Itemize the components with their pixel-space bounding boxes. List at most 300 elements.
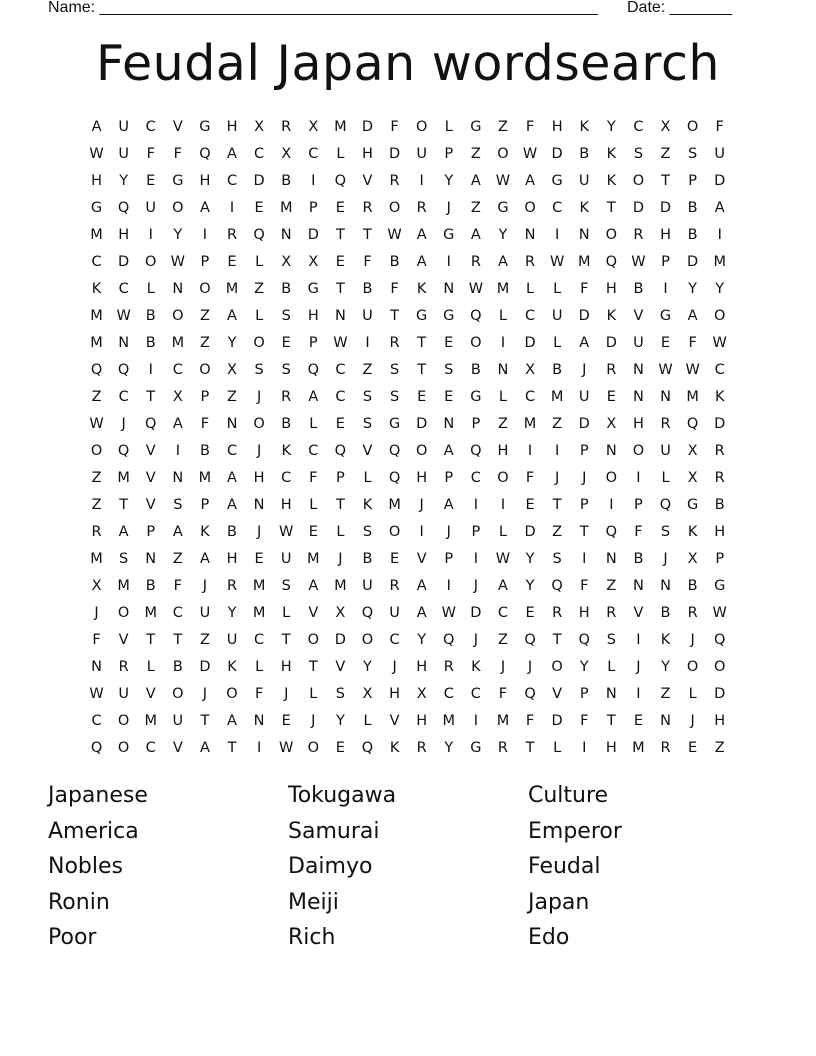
grid-letter[interactable]: C xyxy=(308,443,319,459)
grid-letter[interactable]: F xyxy=(173,578,182,594)
grid-letter[interactable]: F xyxy=(390,281,399,297)
grid-letter[interactable]: Q xyxy=(334,173,347,189)
grid-letter[interactable]: M xyxy=(713,254,726,270)
grid-letter[interactable]: J xyxy=(392,659,397,675)
grid-letter[interactable]: C xyxy=(443,686,454,702)
grid-letter[interactable]: Z xyxy=(91,497,102,513)
grid-letter[interactable]: L xyxy=(336,146,345,162)
grid-letter[interactable]: A xyxy=(443,443,454,459)
grid-letter[interactable]: R xyxy=(389,578,400,594)
grid-letter[interactable]: B xyxy=(633,281,644,297)
grid-letter[interactable]: H xyxy=(605,740,617,756)
grid-letter[interactable]: T xyxy=(119,497,129,513)
grid-letter[interactable]: L xyxy=(688,686,697,702)
grid-letter[interactable]: K xyxy=(606,308,617,324)
grid-letter[interactable]: I xyxy=(148,362,153,378)
grid-letter[interactable]: O xyxy=(632,443,645,459)
grid-letter[interactable]: P xyxy=(146,524,156,540)
grid-letter[interactable]: A xyxy=(470,227,481,243)
grid-letter[interactable]: H xyxy=(632,416,644,432)
grid-letter[interactable]: G xyxy=(497,200,509,216)
grid-letter[interactable]: M xyxy=(388,497,401,513)
grid-letter[interactable]: M xyxy=(252,578,266,594)
grid-letter[interactable]: W xyxy=(441,605,456,621)
grid-letter[interactable]: H xyxy=(118,227,130,243)
grid-letter[interactable]: O xyxy=(145,254,157,270)
grid-letter[interactable]: M xyxy=(632,740,645,756)
grid-letter[interactable]: X xyxy=(308,254,319,270)
grid-letter[interactable]: R xyxy=(633,227,644,243)
grid-letter[interactable]: T xyxy=(227,740,237,756)
grid-letter[interactable]: O xyxy=(307,632,319,648)
grid-letter[interactable]: Y xyxy=(363,659,372,675)
grid-letter[interactable]: T xyxy=(606,200,616,216)
grid-letter[interactable]: I xyxy=(446,578,451,594)
grid-letter[interactable]: Q xyxy=(470,308,482,324)
grid-letter[interactable]: P xyxy=(634,497,643,513)
grid-letter[interactable]: X xyxy=(91,578,102,594)
grid-letter[interactable]: J xyxy=(94,605,99,621)
grid-letter[interactable]: M xyxy=(144,713,157,729)
grid-letter[interactable]: C xyxy=(172,605,183,621)
grid-letter[interactable]: G xyxy=(172,173,184,189)
grid-letter[interactable]: U xyxy=(118,146,129,162)
grid-letter[interactable]: V xyxy=(362,173,373,189)
grid-letter[interactable]: X xyxy=(687,443,698,459)
grid-letter[interactable]: R xyxy=(389,173,400,189)
grid-letter[interactable]: F xyxy=(173,146,182,162)
grid-letter[interactable]: I xyxy=(256,740,262,756)
grid-letter[interactable]: C xyxy=(281,470,292,486)
grid-letter[interactable]: E xyxy=(335,416,345,432)
grid-letter[interactable]: K xyxy=(579,119,589,135)
grid-letter[interactable]: N xyxy=(253,497,265,513)
grid-letter[interactable]: K xyxy=(91,281,102,297)
grid-letter[interactable]: O xyxy=(117,605,130,621)
grid-letter[interactable]: M xyxy=(550,389,564,405)
grid-letter[interactable]: Z xyxy=(660,146,671,162)
grid-letter[interactable]: R xyxy=(470,254,481,270)
date-field[interactable]: Date: _______ xyxy=(627,0,732,16)
grid-letter[interactable]: I xyxy=(500,335,506,351)
grid-letter[interactable]: Q xyxy=(659,497,672,513)
grid-letter[interactable]: B xyxy=(172,659,183,675)
grid-letter[interactable]: J xyxy=(500,659,506,675)
grid-letter[interactable]: N xyxy=(172,470,184,486)
grid-letter[interactable]: M xyxy=(577,254,591,270)
grid-letter[interactable]: E xyxy=(444,389,454,405)
grid-letter[interactable]: M xyxy=(117,578,130,594)
grid-letter[interactable]: J xyxy=(473,578,478,594)
grid-letter[interactable]: X xyxy=(335,605,346,621)
grid-letter[interactable]: T xyxy=(552,632,562,648)
grid-letter[interactable]: T xyxy=(579,524,589,540)
grid-letter[interactable]: N xyxy=(605,686,617,702)
grid-letter[interactable]: Q xyxy=(524,632,536,648)
grid-letter[interactable]: E xyxy=(227,254,237,270)
grid-letter[interactable]: P xyxy=(661,254,670,270)
grid-letter[interactable]: Q xyxy=(145,416,157,432)
grid-letter[interactable]: F xyxy=(92,632,101,648)
grid-letter[interactable]: J xyxy=(338,551,343,567)
grid-letter[interactable]: S xyxy=(606,632,616,648)
grid-letter[interactable]: Q xyxy=(605,524,618,540)
grid-letter[interactable]: I xyxy=(229,200,235,216)
grid-letter[interactable]: C xyxy=(308,146,319,162)
grid-letter[interactable]: A xyxy=(227,713,237,729)
grid-letter[interactable]: J xyxy=(311,713,316,729)
grid-letter[interactable]: D xyxy=(632,200,644,216)
grid-letter[interactable]: M xyxy=(334,119,347,135)
grid-letter[interactable]: E xyxy=(444,335,454,351)
grid-letter[interactable]: D xyxy=(524,524,536,540)
grid-letter[interactable]: M xyxy=(90,335,103,351)
grid-letter[interactable]: I xyxy=(473,713,478,729)
grid-letter[interactable]: Z xyxy=(497,632,508,648)
grid-letter[interactable]: C xyxy=(335,362,346,378)
grid-letter[interactable]: M xyxy=(144,605,157,621)
grid-letter[interactable]: W xyxy=(170,254,185,270)
grid-letter[interactable]: G xyxy=(199,119,211,135)
grid-letter[interactable]: D xyxy=(361,119,374,135)
grid-letter[interactable]: W xyxy=(468,281,484,297)
grid-letter[interactable]: A xyxy=(497,254,508,270)
grid-letter[interactable]: M xyxy=(225,281,239,297)
grid-letter[interactable]: F xyxy=(525,713,535,729)
grid-letter[interactable]: C xyxy=(335,389,346,405)
grid-letter[interactable]: A xyxy=(470,173,481,189)
grid-letter[interactable]: K xyxy=(389,740,400,756)
grid-letter[interactable]: T xyxy=(363,227,372,243)
grid-letter[interactable]: J xyxy=(419,497,424,513)
grid-letter[interactable]: O xyxy=(90,443,103,459)
grid-letter[interactable]: T xyxy=(417,362,427,378)
grid-letter[interactable]: Z xyxy=(470,200,481,216)
grid-letter[interactable]: Z xyxy=(606,578,617,594)
grid-letter[interactable]: S xyxy=(173,497,183,513)
grid-letter[interactable]: G xyxy=(714,578,726,594)
grid-letter[interactable]: Q xyxy=(253,227,265,243)
grid-letter[interactable]: Q xyxy=(388,443,401,459)
grid-letter[interactable]: X xyxy=(687,551,698,567)
grid-letter[interactable]: Q xyxy=(388,470,401,486)
grid-letter[interactable]: L xyxy=(498,308,507,324)
grid-letter[interactable]: F xyxy=(309,470,318,486)
grid-letter[interactable]: R xyxy=(281,389,292,405)
grid-letter[interactable]: W xyxy=(116,308,131,324)
grid-letter[interactable]: H xyxy=(389,686,401,702)
grid-letter[interactable]: D xyxy=(605,335,617,351)
grid-letter[interactable]: E xyxy=(335,740,345,756)
grid-letter[interactable]: K xyxy=(579,200,589,216)
grid-letter[interactable]: J xyxy=(636,659,641,675)
grid-letter[interactable]: R xyxy=(525,254,536,270)
grid-letter[interactable]: T xyxy=(661,173,670,189)
grid-letter[interactable]: O xyxy=(172,200,184,216)
grid-letter[interactable]: Y xyxy=(444,740,454,756)
grid-letter[interactable]: S xyxy=(389,362,400,378)
grid-letter[interactable]: N xyxy=(226,416,238,432)
grid-letter[interactable]: J xyxy=(582,362,587,378)
grid-letter[interactable]: I xyxy=(500,497,506,513)
grid-letter[interactable]: C xyxy=(172,362,183,378)
grid-letter[interactable]: Q xyxy=(199,146,211,162)
grid-letter[interactable]: I xyxy=(175,443,180,459)
grid-letter[interactable]: B xyxy=(281,173,292,189)
grid-letter[interactable]: H xyxy=(605,281,617,297)
grid-letter[interactable]: M xyxy=(442,713,456,729)
grid-letter[interactable]: Z xyxy=(497,416,508,432)
grid-letter[interactable]: S xyxy=(281,362,291,378)
grid-letter[interactable]: Z xyxy=(91,470,102,486)
grid-letter[interactable]: M xyxy=(496,713,510,729)
grid-letter[interactable]: T xyxy=(335,497,345,513)
grid-letter[interactable]: E xyxy=(281,713,291,729)
grid-letter[interactable]: D xyxy=(388,146,401,162)
grid-letter[interactable]: I xyxy=(527,443,533,459)
grid-letter[interactable]: X xyxy=(281,146,292,162)
grid-letter[interactable]: O xyxy=(497,470,509,486)
grid-letter[interactable]: W xyxy=(549,254,565,270)
grid-letter[interactable]: F xyxy=(580,713,589,729)
grid-letter[interactable]: C xyxy=(633,119,644,135)
grid-letter[interactable]: U xyxy=(578,389,590,405)
grid-letter[interactable]: B xyxy=(362,281,373,297)
grid-letter[interactable]: B xyxy=(281,416,292,432)
grid-letter[interactable]: Z xyxy=(362,362,373,378)
grid-letter[interactable]: Y xyxy=(227,605,237,621)
grid-letter[interactable]: A xyxy=(714,200,725,216)
grid-letter[interactable]: R xyxy=(606,605,617,621)
grid-letter[interactable]: Y xyxy=(688,281,698,297)
grid-letter[interactable]: B xyxy=(227,524,237,540)
grid-letter[interactable]: D xyxy=(659,200,672,216)
grid-letter[interactable]: A xyxy=(199,551,210,567)
grid-letter[interactable]: J xyxy=(527,659,533,675)
grid-letter[interactable]: L xyxy=(363,470,372,486)
grid-letter[interactable]: N xyxy=(118,335,130,351)
grid-letter[interactable]: A xyxy=(172,524,183,540)
grid-letter[interactable]: O xyxy=(686,119,699,135)
grid-letter[interactable]: O xyxy=(470,335,482,351)
grid-letter[interactable]: D xyxy=(416,416,428,432)
grid-letter[interactable]: T xyxy=(525,740,535,756)
grid-letter[interactable]: F xyxy=(390,119,399,135)
grid-letter[interactable]: A xyxy=(443,497,454,513)
grid-letter[interactable]: O xyxy=(686,659,699,675)
grid-letter[interactable]: B xyxy=(199,443,210,459)
grid-letter[interactable]: E xyxy=(688,740,698,756)
grid-letter[interactable]: H xyxy=(226,551,238,567)
grid-letter[interactable]: G xyxy=(443,227,455,243)
grid-letter[interactable]: F xyxy=(525,470,535,486)
grid-letter[interactable]: B xyxy=(714,497,725,513)
grid-letter[interactable]: R xyxy=(443,659,454,675)
grid-letter[interactable]: F xyxy=(254,686,264,702)
grid-letter[interactable]: N xyxy=(524,227,536,243)
grid-letter[interactable]: A xyxy=(308,578,319,594)
grid-letter[interactable]: K xyxy=(606,173,617,189)
grid-letter[interactable]: L xyxy=(282,605,291,621)
grid-letter[interactable]: Q xyxy=(686,416,699,432)
grid-letter[interactable]: Z xyxy=(227,389,237,405)
grid-letter[interactable]: D xyxy=(199,659,211,675)
grid-letter[interactable]: E xyxy=(525,605,535,621)
grid-letter[interactable]: O xyxy=(172,308,184,324)
grid-letter[interactable]: L xyxy=(526,281,535,297)
grid-letter[interactable]: L xyxy=(607,659,616,675)
grid-letter[interactable]: A xyxy=(416,254,427,270)
grid-letter[interactable]: B xyxy=(687,227,698,243)
grid-letter[interactable]: T xyxy=(335,281,345,297)
grid-letter[interactable]: W xyxy=(333,335,348,351)
grid-letter[interactable]: V xyxy=(172,119,183,135)
grid-letter[interactable]: U xyxy=(199,605,211,621)
grid-letter[interactable]: A xyxy=(91,119,102,135)
grid-letter[interactable]: T xyxy=(417,335,427,351)
grid-letter[interactable]: J xyxy=(121,416,126,432)
grid-letter[interactable]: N xyxy=(145,551,157,567)
grid-letter[interactable]: I xyxy=(582,740,587,756)
grid-letter[interactable]: V xyxy=(552,686,563,702)
grid-letter[interactable]: H xyxy=(199,173,211,189)
grid-letter[interactable]: I xyxy=(446,254,451,270)
grid-letter[interactable]: Z xyxy=(470,146,481,162)
grid-letter[interactable]: Q xyxy=(713,632,726,648)
grid-letter[interactable]: N xyxy=(334,308,346,324)
grid-letter[interactable]: J xyxy=(663,551,668,567)
grid-letter[interactable]: E xyxy=(660,335,671,351)
grid-letter[interactable]: E xyxy=(254,200,264,216)
grid-letter[interactable]: O xyxy=(172,686,184,702)
grid-letter[interactable]: P xyxy=(471,524,481,540)
grid-letter[interactable]: Y xyxy=(335,713,345,729)
grid-letter[interactable]: E xyxy=(146,173,156,189)
grid-letter[interactable]: M xyxy=(90,227,103,243)
grid-letter[interactable]: C xyxy=(91,713,102,729)
grid-letter[interactable]: U xyxy=(226,632,238,648)
grid-letter[interactable]: M xyxy=(496,281,510,297)
grid-letter[interactable]: K xyxy=(471,659,481,675)
grid-letter[interactable]: V xyxy=(416,551,427,567)
grid-letter[interactable]: R xyxy=(416,740,427,756)
grid-letter[interactable]: B xyxy=(579,146,590,162)
grid-letter[interactable]: R xyxy=(416,200,427,216)
grid-letter[interactable]: S xyxy=(389,389,400,405)
grid-letter[interactable]: N xyxy=(660,713,671,729)
grid-letter[interactable]: J xyxy=(473,632,478,648)
grid-letter[interactable]: C xyxy=(118,389,129,405)
grid-letter[interactable]: J xyxy=(202,686,208,702)
grid-letter[interactable]: E xyxy=(335,200,345,216)
grid-letter[interactable]: P xyxy=(579,443,589,459)
grid-letter[interactable]: D xyxy=(470,605,482,621)
grid-letter[interactable]: O xyxy=(253,335,265,351)
grid-letter[interactable]: N xyxy=(91,659,102,675)
grid-letter[interactable]: N xyxy=(632,578,644,594)
grid-letter[interactable]: T xyxy=(552,497,562,513)
grid-letter[interactable]: S xyxy=(552,551,562,567)
grid-letter[interactable]: O xyxy=(713,308,726,324)
grid-letter[interactable]: G xyxy=(307,281,319,297)
grid-letter[interactable]: E xyxy=(308,524,318,540)
grid-letter[interactable]: Z xyxy=(552,416,563,432)
grid-letter[interactable]: H xyxy=(280,497,292,513)
grid-letter[interactable]: N xyxy=(253,713,265,729)
grid-letter[interactable]: V xyxy=(145,497,156,513)
grid-letter[interactable]: C xyxy=(524,308,536,324)
grid-letter[interactable]: S xyxy=(119,551,129,567)
grid-letter[interactable]: N xyxy=(172,281,184,297)
grid-letter[interactable]: B xyxy=(145,308,156,324)
grid-letter[interactable]: M xyxy=(334,578,347,594)
grid-letter[interactable]: R xyxy=(389,335,400,351)
grid-letter[interactable]: N xyxy=(632,389,644,405)
grid-letter[interactable]: W xyxy=(522,146,538,162)
grid-letter[interactable]: R xyxy=(226,227,238,243)
grid-letter[interactable]: F xyxy=(200,416,210,432)
grid-letter[interactable]: Q xyxy=(551,578,563,594)
grid-letter[interactable]: X xyxy=(308,119,319,135)
grid-letter[interactable]: P xyxy=(308,335,318,351)
grid-letter[interactable]: R xyxy=(552,605,563,621)
grid-letter[interactable]: P xyxy=(200,254,210,270)
grid-letter[interactable]: T xyxy=(390,308,399,324)
grid-letter[interactable]: D xyxy=(551,146,563,162)
grid-letter[interactable]: H xyxy=(714,713,726,729)
grid-letter[interactable]: P xyxy=(688,173,697,189)
grid-letter[interactable]: F xyxy=(715,119,724,135)
grid-letter[interactable]: O xyxy=(117,713,130,729)
grid-letter[interactable]: I xyxy=(555,227,560,243)
grid-letter[interactable]: V xyxy=(308,605,319,621)
grid-letter[interactable]: Q xyxy=(605,254,618,270)
grid-letter[interactable]: A xyxy=(687,308,698,324)
grid-letter[interactable]: R xyxy=(660,740,671,756)
grid-letter[interactable]: L xyxy=(146,281,155,297)
grid-letter[interactable]: U xyxy=(118,686,129,702)
grid-letter[interactable]: B xyxy=(470,362,481,378)
grid-letter[interactable]: F xyxy=(146,146,155,162)
grid-letter[interactable]: T xyxy=(308,659,318,675)
grid-letter[interactable]: M xyxy=(686,389,699,405)
grid-letter[interactable]: B xyxy=(145,578,156,594)
grid-letter[interactable]: E xyxy=(254,551,264,567)
grid-letter[interactable]: A xyxy=(497,578,508,594)
grid-letter[interactable]: X xyxy=(525,362,536,378)
grid-letter[interactable]: T xyxy=(146,632,156,648)
grid-letter[interactable]: R xyxy=(497,740,508,756)
grid-letter[interactable]: M xyxy=(171,335,185,351)
grid-letter[interactable]: T xyxy=(335,227,345,243)
grid-letter[interactable]: P xyxy=(579,497,589,513)
grid-letter[interactable]: E xyxy=(525,497,535,513)
grid-letter[interactable]: J xyxy=(555,470,560,486)
name-field[interactable]: Name: ________________________________________________________ xyxy=(48,0,598,16)
grid-letter[interactable]: H xyxy=(280,659,292,675)
grid-letter[interactable]: P xyxy=(336,470,345,486)
grid-letter[interactable]: Y xyxy=(661,659,670,675)
grid-letter[interactable]: O xyxy=(361,632,374,648)
grid-letter[interactable]: C xyxy=(497,605,509,621)
grid-letter[interactable]: R xyxy=(281,119,292,135)
grid-letter[interactable]: Q xyxy=(117,200,130,216)
grid-letter[interactable]: T xyxy=(606,713,616,729)
grid-letter[interactable]: O xyxy=(226,686,238,702)
grid-letter[interactable]: A xyxy=(199,200,210,216)
grid-letter[interactable]: U xyxy=(578,173,590,189)
grid-letter[interactable]: G xyxy=(443,308,455,324)
